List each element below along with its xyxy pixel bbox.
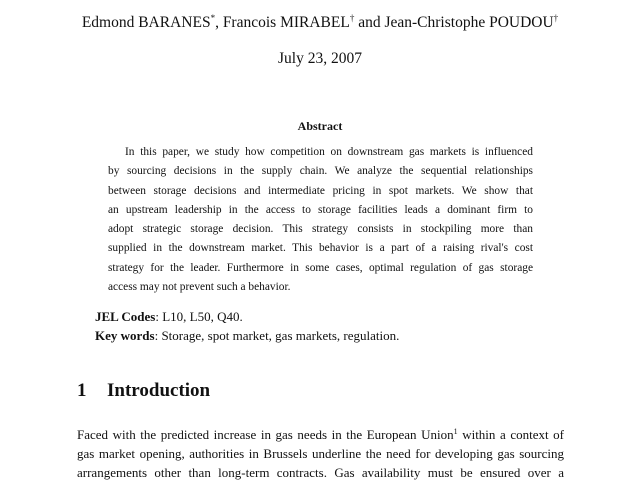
abstract-line: access may not prevent such a behavior. <box>108 281 291 294</box>
abstract-line: between storage decisions and intermediate pricing in spot markets. We show that <box>108 184 533 197</box>
abstract-heading: Abstract <box>297 119 343 133</box>
author-name: Francois MIRABEL <box>222 14 350 31</box>
section-number: 1 <box>77 380 87 401</box>
jel-codes-value: : L10, L50, Q40. <box>155 309 243 324</box>
abstract-line: an upstream leadership in the access to storage facilities leads a dominant firm to <box>108 203 533 216</box>
author-footnote-mark: † <box>349 13 355 23</box>
abstract-text <box>108 143 533 297</box>
key-words-value: : Storage, spot market, gas markets, regulation. <box>154 328 400 343</box>
section-heading <box>77 380 210 402</box>
section-title: Introduction <box>107 380 211 401</box>
body-text: within a context of <box>457 427 564 442</box>
introduction-text <box>77 425 564 482</box>
body-line: arrangements other than long-term contracts. Gas availability must be ensured over a <box>77 465 564 480</box>
body-text: Faced with the predicted increase in gas needs in the European Union <box>77 427 454 442</box>
author-separator: and <box>354 14 385 31</box>
body-line <box>77 425 564 444</box>
abstract-line: supplied in the downstream market. This behavior is a part of a raising rival's cost <box>108 242 533 255</box>
body-line: gas market opening, authorities in Brussels underline the need for developing gas sourcing <box>77 446 564 461</box>
jel-codes-label: JEL Codes <box>95 309 156 324</box>
abstract-line: In this paper, we study how competition on downstream gas markets is influenced <box>125 146 533 158</box>
abstract-line: adopt strategic storage decision. This strategy consists in stockpiling more than <box>108 223 533 236</box>
author-list <box>0 14 640 32</box>
author-footnote-mark: * <box>210 13 216 23</box>
jel-codes <box>95 309 243 325</box>
author-name: Jean-Christophe POUDOU <box>384 14 554 31</box>
author-footnote-mark: † <box>553 13 559 23</box>
paper-date: July 23, 2007 <box>278 50 362 67</box>
abstract-line: strategy for the leader. Furthermore in some cases, optimal regulation of gas storage <box>108 261 533 274</box>
abstract-line: by sourcing decisions in the supply chain. We analyze the sequential relationships <box>108 165 533 178</box>
author-separator: , <box>215 14 223 31</box>
footnote-ref[interactable]: 1 <box>453 427 458 436</box>
key-words <box>95 328 399 344</box>
author-name: Edmond BARANES <box>81 14 211 31</box>
key-words-label: Key words <box>95 328 155 343</box>
